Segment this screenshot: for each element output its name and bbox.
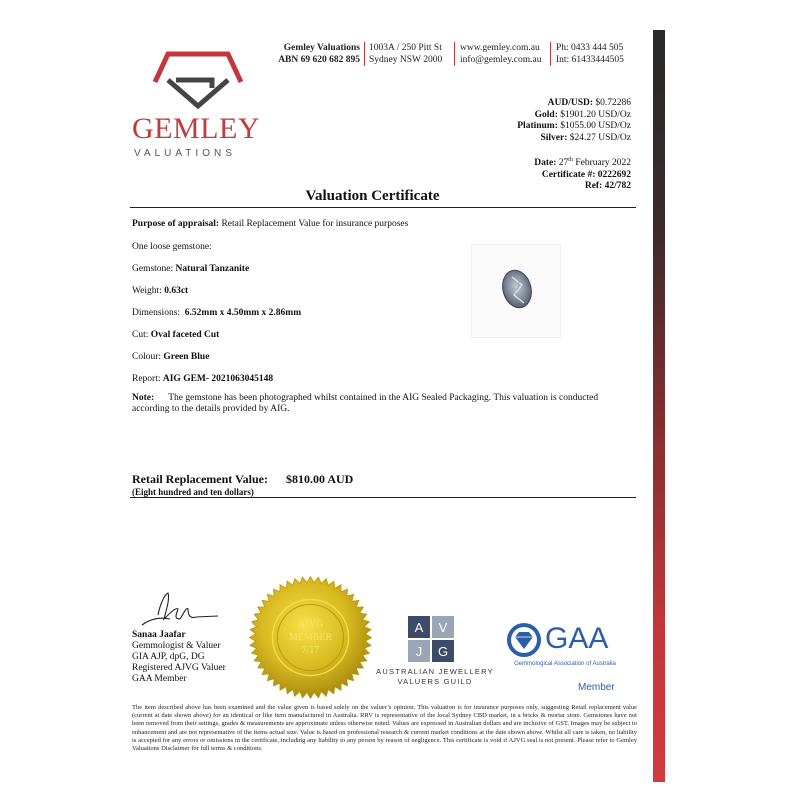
ref-number: 42/782 bbox=[604, 181, 631, 192]
gold-value: $1901.20 USD/Oz bbox=[560, 109, 631, 120]
ajvg-caption bbox=[365, 667, 505, 687]
date-day: 27 bbox=[558, 158, 569, 169]
metal-rates bbox=[517, 98, 631, 144]
cut-label: Cut: bbox=[132, 330, 149, 340]
header-web-block bbox=[460, 42, 541, 66]
header-company-block bbox=[268, 42, 360, 66]
retail-value-words: (Eight hundred and ten dollars) bbox=[132, 487, 254, 497]
purpose-value: Retail Replacement Value for insurance purposes bbox=[221, 219, 409, 229]
retail-value-line bbox=[132, 472, 353, 487]
date-suffix: th bbox=[568, 157, 573, 163]
report-line bbox=[132, 373, 273, 385]
ajvg-letter-a: A bbox=[414, 620, 424, 635]
dimensions-line bbox=[132, 307, 301, 319]
title-rule bbox=[130, 207, 636, 208]
gaa-wordmark: GAA bbox=[545, 622, 609, 655]
tanzanite-gem-icon bbox=[472, 245, 562, 339]
intl-number: Int: 61433444505 bbox=[556, 55, 624, 65]
header-phone-block bbox=[556, 42, 624, 66]
seal-line-2: MEMBER bbox=[288, 632, 333, 643]
gold-label: Gold: bbox=[534, 109, 558, 120]
address-line-1: 1003A / 250 Pitt St bbox=[369, 43, 442, 53]
cert-number: 0222692 bbox=[597, 169, 631, 180]
platinum-label: Platinum: bbox=[517, 121, 558, 131]
page-title: Valuation Certificate bbox=[305, 188, 440, 204]
brand-name: GEMLEY bbox=[132, 112, 260, 145]
website-link[interactable]: www.gemley.com.au bbox=[460, 43, 540, 53]
ajvg-letter-g: G bbox=[437, 644, 449, 659]
gaa-subtitle: Gemmological Association of Australia bbox=[514, 661, 616, 667]
company-name: Gemley Valuations bbox=[283, 43, 360, 53]
note-block bbox=[132, 393, 622, 415]
purpose-label: Purpose of appraisal: bbox=[132, 219, 220, 229]
signatory-line-2: GIA AJP, dpG, DG bbox=[132, 652, 205, 662]
aud-usd-value: $0.72286 bbox=[595, 98, 631, 108]
weight-value: 0.63ct bbox=[164, 286, 189, 296]
dimensions-value: 6.52mm x 4.50mm x 2.86mm bbox=[184, 308, 302, 318]
address-line-2: Sydney NSW 2000 bbox=[369, 55, 443, 65]
cut-value: Oval faceted Cut bbox=[150, 330, 220, 340]
decorative-side-bar bbox=[653, 30, 665, 782]
gemstone-line bbox=[132, 263, 249, 275]
disclaimer-text: The item described above has been examined and the value given is based solely on the valuer’s opinion. This valuation is for insurance purposes only, suggesting Retail replacement value (current at date shown above) for an identical or like item manufactured in Australia. RRV is representative of the local Sydney CBD market, in a bricks & mortar store. Gemstones have not been removed from their settings, grades & measurements are approximate unless otherwise noted. Values are expressed in Australian dollars and are inclusive of GST. Images may be subject to enhancement and are not representative of the items actual size. Value is based on professional research & current market conditions at the date shown above. Whilst all care is taken, no liability is accepted for any errors or omissions in the certificate, including any liability to any person by reason of negligence. This certificate is void if AJVG seal is not present. Please refer to Gemley Valuations Disclaimer for full terms & conditions. bbox=[132, 704, 637, 753]
aud-usd-label: AUD/USD: bbox=[547, 98, 593, 108]
ajvg-line-1: AUSTRALIAN JEWELLERY bbox=[376, 667, 494, 676]
weight-label: Weight: bbox=[132, 286, 162, 296]
gemstone-value: Natural Tanzanite bbox=[175, 264, 250, 274]
intro-line: One loose gemstone: bbox=[132, 242, 212, 252]
header-divider bbox=[454, 42, 455, 66]
colour-line bbox=[132, 351, 209, 363]
weight-line bbox=[132, 285, 188, 297]
ajvg-letter-j: J bbox=[415, 644, 423, 659]
report-label: Report: bbox=[132, 374, 161, 384]
signatory-line-4: GAA Member bbox=[132, 674, 187, 684]
seal-line-3: 7/17 bbox=[301, 645, 320, 656]
gaa-member: Member bbox=[578, 682, 615, 693]
company-abn: ABN 69 620 682 895 bbox=[278, 55, 360, 65]
retail-value-label: Retail Replacement Value: bbox=[132, 472, 268, 486]
gemstone-label: Gemstone: bbox=[132, 264, 174, 274]
gemstone-photo bbox=[471, 244, 561, 338]
signatory-line-1: Gemmologist & Valuer bbox=[132, 641, 221, 651]
cert-label: Certificate #: bbox=[541, 169, 596, 180]
ajvg-line-2: VALUERS GUILD bbox=[397, 677, 473, 686]
header-divider bbox=[550, 42, 551, 66]
note-text: The gemstone has been photographed whilst contained in the AIG Sealed Packaging. This valuation is conducted according to the details provided by AIG. bbox=[132, 393, 599, 414]
seal-line-1: AJVG bbox=[297, 619, 324, 630]
signatory-block bbox=[132, 630, 226, 685]
certificate-meta bbox=[534, 155, 631, 193]
silver-value: $24.27 USD/Oz bbox=[569, 132, 631, 143]
ajvg-letter-v: V bbox=[438, 620, 448, 635]
ajvg-gold-seal-icon bbox=[248, 575, 373, 700]
date-label: Date: bbox=[534, 158, 557, 169]
phone-number: Ph: 0433 444 505 bbox=[556, 43, 624, 53]
note-label: Note: bbox=[132, 393, 155, 403]
retail-value-amount: $810.00 AUD bbox=[285, 472, 354, 486]
platinum-value: $1055.00 USD/Oz bbox=[560, 121, 631, 131]
header-divider bbox=[364, 42, 365, 66]
silver-label: Silver: bbox=[540, 132, 568, 143]
colour-label: Colour: bbox=[132, 352, 162, 362]
report-value: AIG GEM- 2021063045148 bbox=[162, 374, 274, 384]
cut-line bbox=[132, 329, 219, 341]
email-link[interactable]: info@gemley.com.au bbox=[460, 55, 542, 65]
purpose-line bbox=[132, 218, 408, 230]
value-rule bbox=[130, 497, 636, 498]
dimensions-label: Dimensions: bbox=[132, 308, 181, 318]
date-rest: February 2022 bbox=[575, 158, 631, 169]
ref-label: Ref: bbox=[584, 181, 603, 192]
signatory-line-3: Registered AJVG Valuer bbox=[132, 663, 226, 673]
colour-value: Green Blue bbox=[163, 352, 210, 362]
brand-tagline: VALUATIONS bbox=[134, 148, 236, 159]
signatory-name: Sanaa Jaafar bbox=[132, 630, 186, 640]
signature-icon bbox=[130, 585, 220, 635]
header-address-block bbox=[369, 42, 442, 66]
